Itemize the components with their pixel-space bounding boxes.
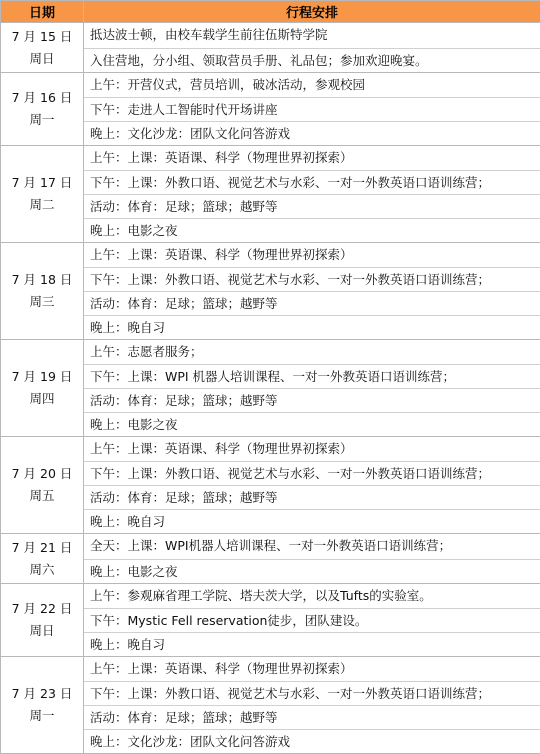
weekday-text: 周一 — [1, 109, 83, 131]
weekday-text: 周六 — [1, 559, 83, 581]
table-row — [1, 146, 540, 243]
plan-line: 下午：上课：WPI 机器人培训课程、一对一外教英语口语训练营； — [84, 364, 540, 388]
plan-line: 晚上：电影之夜 — [84, 218, 540, 242]
table-row — [1, 243, 540, 340]
plan-line: 晚上：文化沙龙：团队文化问答游戏 — [84, 121, 540, 145]
plan-cell — [84, 23, 540, 73]
plan-cell — [84, 340, 540, 437]
plan-cell — [84, 584, 540, 657]
plan-line: 上午：上课：英语课、科学（物理世界初探索） — [84, 243, 540, 267]
plan-line: 入住营地，分小组、领取营员手册、礼品包；参加欢迎晚宴。 — [84, 48, 540, 73]
plan-line: 晚上：晚自习 — [84, 315, 540, 339]
table-row — [1, 23, 540, 73]
plan-cell — [84, 243, 540, 340]
weekday-text: 周日 — [1, 620, 83, 642]
plan-line: 上午：上课：英语课、科学（物理世界初探索） — [84, 437, 540, 461]
date-text: 7 月 15 日 — [1, 26, 83, 48]
table-row — [1, 657, 540, 754]
plan-line: 晚上：晚自习 — [84, 632, 540, 656]
date-text: 7 月 20 日 — [1, 463, 83, 485]
plan-line: 下午：上课：外教口语、视觉艺术与水彩、一对一外教英语口语训练营； — [84, 461, 540, 485]
plan-cell — [84, 73, 540, 146]
plan-line: 上午：开营仪式，营员培训，破冰活动，参观校园 — [84, 73, 540, 97]
date-text: 7 月 18 日 — [1, 269, 83, 291]
weekday-text: 周日 — [1, 48, 83, 70]
weekday-text: 周三 — [1, 291, 83, 313]
plan-line: 全天：上课：WPI机器人培训课程、一对一外教英语口语训练营； — [84, 534, 540, 559]
table-row — [1, 437, 540, 534]
plan-line: 活动：体育：足球；篮球；越野等 — [84, 485, 540, 509]
date-cell — [1, 584, 84, 657]
date-text: 7 月 17 日 — [1, 172, 83, 194]
date-cell — [1, 23, 84, 73]
date-cell — [1, 534, 84, 584]
weekday-text: 周四 — [1, 388, 83, 410]
plan-line: 晚上：晚自习 — [84, 509, 540, 533]
plan-cell — [84, 437, 540, 534]
plan-line: 下午：走进人工智能时代开场讲座 — [84, 97, 540, 121]
table-row — [1, 534, 540, 584]
plan-line: 上午：参观麻省理工学院、塔夫茨大学，以及Tufts的实验室。 — [84, 584, 540, 608]
plan-line: 上午：志愿者服务； — [84, 340, 540, 364]
plan-line: 晚上：文化沙龙：团队文化问答游戏 — [84, 729, 540, 753]
plan-line: 活动：体育：足球；篮球；越野等 — [84, 388, 540, 412]
weekday-text: 周五 — [1, 485, 83, 507]
header-plan: 行程安排 — [84, 1, 540, 23]
date-cell — [1, 243, 84, 340]
table-row — [1, 584, 540, 657]
date-text: 7 月 22 日 — [1, 598, 83, 620]
date-cell — [1, 73, 84, 146]
date-cell — [1, 657, 84, 754]
date-text: 7 月 23 日 — [1, 683, 83, 705]
header-date: 日期 — [1, 1, 84, 23]
plan-line: 晚上：电影之夜 — [84, 412, 540, 436]
plan-cell — [84, 146, 540, 243]
plan-cell — [84, 534, 540, 584]
date-cell — [1, 437, 84, 534]
weekday-text: 周二 — [1, 194, 83, 216]
date-cell — [1, 340, 84, 437]
plan-line: 上午：上课：英语课、科学（物理世界初探索） — [84, 146, 540, 170]
table-row — [1, 73, 540, 146]
plan-line: 晚上：电影之夜 — [84, 559, 540, 584]
date-cell — [1, 146, 84, 243]
plan-line: 下午：上课：外教口语、视觉艺术与水彩、一对一外教英语口语训练营； — [84, 681, 540, 705]
date-text: 7 月 16 日 — [1, 87, 83, 109]
date-text: 7 月 21 日 — [1, 537, 83, 559]
plan-line: 活动：体育：足球；篮球；越野等 — [84, 291, 540, 315]
plan-line: 下午：Mystic Fell reservation徒步，团队建设。 — [84, 608, 540, 632]
plan-line: 下午：上课：外教口语、视觉艺术与水彩、一对一外教英语口语训练营； — [84, 267, 540, 291]
plan-line: 上午：上课：英语课、科学（物理世界初探索） — [84, 657, 540, 681]
table-row — [1, 340, 540, 437]
plan-line: 抵达波士顿，由校车载学生前往伍斯特学院 — [84, 23, 540, 48]
date-text: 7 月 19 日 — [1, 366, 83, 388]
plan-line: 活动：体育：足球；篮球；越野等 — [84, 194, 540, 218]
plan-cell — [84, 657, 540, 754]
plan-line: 下午：上课：外教口语、视觉艺术与水彩、一对一外教英语口语训练营； — [84, 170, 540, 194]
weekday-text: 周一 — [1, 705, 83, 727]
header-row — [1, 1, 540, 23]
plan-line: 活动：体育：足球；篮球；越野等 — [84, 705, 540, 729]
